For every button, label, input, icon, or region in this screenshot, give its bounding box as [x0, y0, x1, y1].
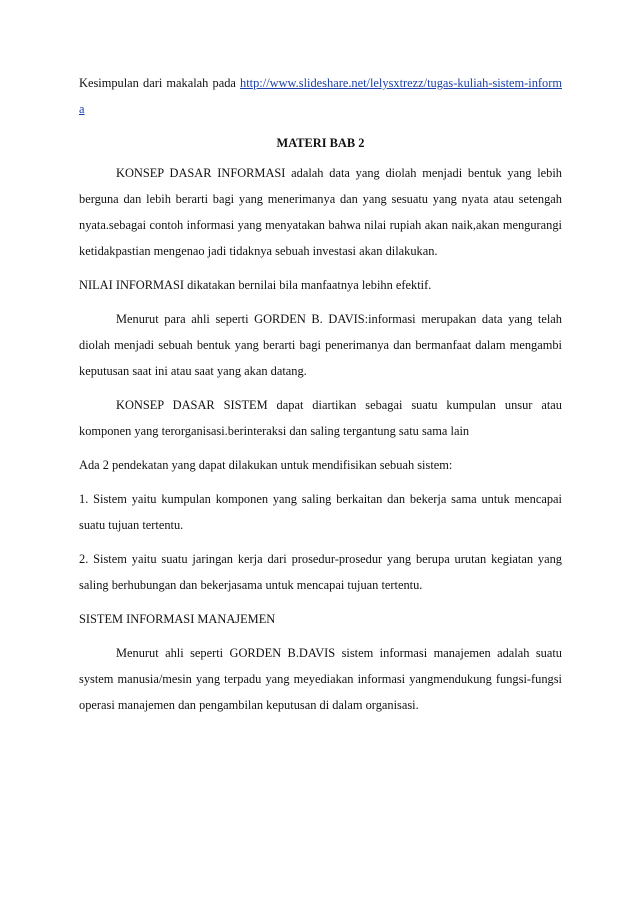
list-item-1: 1. Sistem yaitu kumpulan komponen yang saling berkaitan dan bekerja sama untuk mencapai suatu tujuan tertentu.: [79, 492, 562, 532]
section-heading-sim: SISTEM INFORMASI MANAJEMEN: [79, 612, 276, 626]
paragraph-pendekatan: Ada 2 pendekatan yang dapat dilakukan untuk mendifisikan sebuah sistem:: [79, 458, 453, 472]
paragraph-menurut-davis: Menurut para ahli seperti GORDEN B. DAVIS:informasi merupakan data yang telah diolah menjadi sebuah bentuk yang berarti bagi penerimanya dan bermanfaat dalam mengambi keputusan saat ini atau saat yang akan datang.: [79, 312, 562, 378]
paragraph-nilai-informasi: NILAI INFORMASI dikatakan bernilai bila manfaatnya lebihn efektif.: [79, 278, 432, 292]
paragraph-konsep-sistem: KONSEP DASAR SISTEM dapat diartikan sebagai suatu kumpulan unsur atau komponen yang terorganisasi.berinteraksi dan saling tergantung satu sama lain: [79, 398, 562, 438]
list-item-2: 2. Sistem yaitu suatu jaringan kerja dari prosedur-prosedur yang berupa urutan kegiatan yang saling berhubungan dan bekerjasama untuk mencapai tujuan tertentu.: [79, 552, 562, 592]
document-body: [79, 70, 562, 726]
intro-text: Kesimpulan dari makalah pada: [79, 76, 241, 90]
paragraph-konsep-informasi: KONSEP DASAR INFORMASI adalah data yang diolah menjadi bentuk yang lebih berguna dan lebih berarti bagi yang menerimanya dan yang sesuatu yang nyata atau setengah nyata.sebagai contoh informasi yang menyatakan bahwa nilai rupiah akan naik,akan mengurangi ketidakpastian mengenao jadi tidaknya sebuah investasi akan dilakukan.: [79, 166, 562, 258]
slideshare-link[interactable]: http://www.slideshare.net/lelysxtrezz/tugas-kuliah-sistem-informa: [79, 76, 562, 116]
intro-paragraph: [79, 70, 562, 122]
page-title: MATERI BAB 2: [276, 136, 365, 150]
paragraph-sim-definition: Menurut ahli seperti GORDEN B.DAVIS sistem informasi manajemen adalah suatu system manusia/mesin yang terpadu yang meyediakan informasi yangmendukung fungsi-fungsi operasi manajemen dan pengambilan keputusan di dalam organisasi.: [79, 646, 562, 712]
